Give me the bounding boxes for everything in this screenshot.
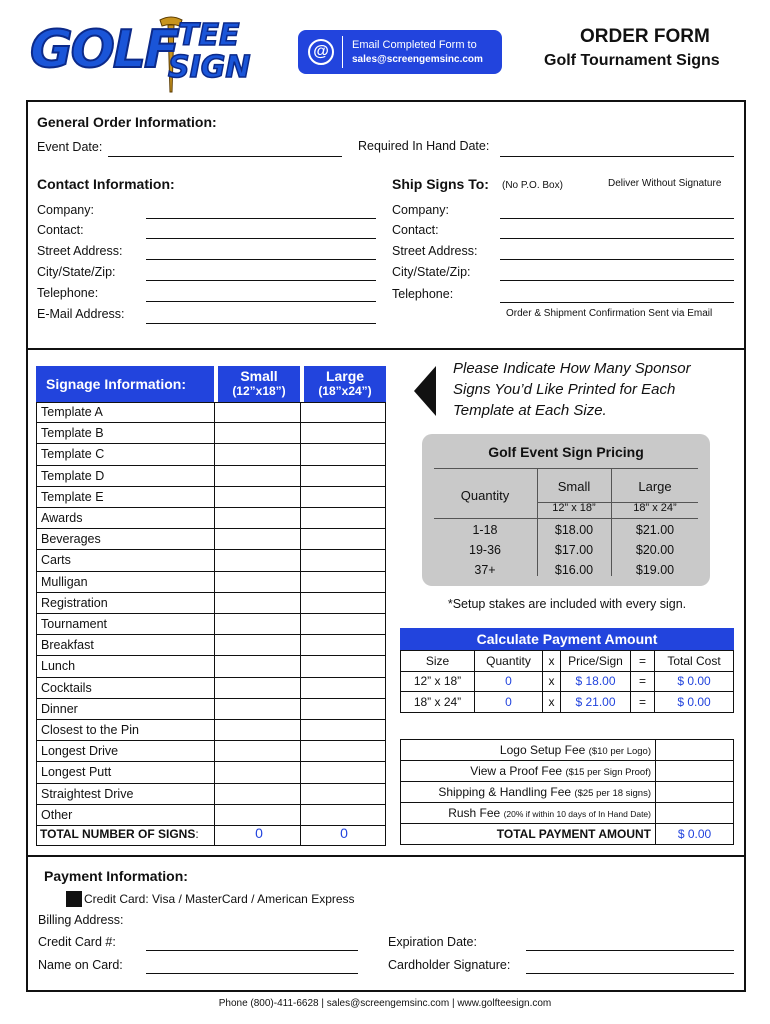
calc-price: $ 18.00	[561, 671, 631, 692]
at-icon: @	[308, 39, 334, 65]
total-payment-value: $ 0.00	[656, 824, 734, 845]
pricing-qty-cell: 37+	[474, 563, 496, 577]
shipping-fee-input[interactable]	[656, 782, 734, 803]
calc-eq: =	[631, 692, 655, 713]
name-on-card-label: Name on Card:	[38, 958, 123, 972]
signage-row-label: Template A	[41, 405, 103, 419]
small-size-header	[218, 366, 300, 402]
divider	[342, 36, 343, 68]
calc-size: 12” x 18”	[401, 671, 475, 692]
grid-line	[214, 402, 215, 846]
contact-company-field[interactable]	[146, 218, 376, 219]
pricing-rule	[434, 468, 698, 469]
pricing-large-cell: $19.00	[635, 563, 675, 577]
large-size-header	[304, 366, 386, 402]
fee-total-row	[401, 824, 734, 845]
calc-row	[401, 692, 734, 713]
calc-header-total: Total Cost	[655, 651, 734, 672]
grid-line	[300, 402, 301, 846]
page-title: ORDER FORM	[580, 26, 710, 47]
large-dimensions: (18”x24”)	[318, 384, 372, 398]
small-label: Small	[240, 368, 278, 384]
fee-row	[401, 761, 734, 782]
ship-company-label: Company:	[392, 203, 449, 217]
deliver-note: Deliver Without Signature	[608, 178, 722, 189]
ship-phone-label: Telephone:	[392, 287, 454, 301]
signage-row-label: Breakfast	[41, 638, 94, 653]
calc-title: Calculate Payment Amount	[400, 628, 734, 650]
proof-fee-label: View a Proof Fee ($15 per Sign Proof)	[401, 761, 656, 782]
pricing-qty-header: Quantity	[460, 488, 510, 503]
contact-street-label: Street Address:	[37, 244, 123, 258]
logo-fee-input[interactable]	[656, 740, 734, 761]
contact-contact-field[interactable]	[146, 238, 376, 239]
contact-city-label: City/State/Zip:	[37, 265, 116, 279]
signage-grid	[36, 402, 386, 846]
signage-row-label: Dinner	[41, 701, 78, 716]
calc-x: x	[543, 671, 561, 692]
calc-qty-input[interactable]: 0	[475, 692, 543, 713]
in-hand-date-field[interactable]	[500, 156, 734, 157]
pricing-large-cell: $21.00	[635, 523, 675, 537]
calc-qty-input[interactable]: 0	[475, 671, 543, 692]
contact-street-field[interactable]	[146, 259, 376, 260]
company-logo	[30, 6, 250, 92]
event-date-label: Event Date:	[37, 140, 103, 154]
pricing-small-cell: $16.00	[554, 563, 594, 577]
general-info-title: General Order Information:	[37, 114, 217, 130]
ship-street-field[interactable]	[500, 259, 734, 260]
ship-company-field[interactable]	[500, 218, 734, 219]
calc-size: 18” x 24”	[401, 692, 475, 713]
instructions-text: Please Indicate How Many Sponsor Signs You’d Like Printed for Each Template at Each Size.	[453, 360, 691, 419]
signage-row-label: Carts	[41, 553, 71, 568]
contact-city-field[interactable]	[146, 280, 376, 281]
calc-row	[401, 671, 734, 692]
in-hand-date-label: Required In Hand Date:	[358, 139, 490, 153]
ship-note: (No P.O. Box)	[502, 180, 563, 191]
contact-contact-label: Contact:	[37, 223, 84, 237]
email-instruction: Email Completed Form to	[352, 39, 477, 51]
stakes-note: *Setup stakes are included with every sign.	[447, 597, 687, 611]
calc-price: $ 21.00	[561, 692, 631, 713]
event-date-field[interactable]	[108, 156, 342, 157]
large-label: Large	[325, 368, 365, 384]
pricing-qty-cell: 19-36	[469, 543, 501, 557]
card-number-label: Credit Card #:	[38, 935, 116, 949]
proof-fee-input[interactable]	[656, 761, 734, 782]
arrow-left-icon	[414, 366, 436, 416]
pricing-small-header: Small	[557, 479, 591, 494]
grid-line	[36, 402, 37, 846]
logo-fee-label: Logo Setup Fee ($10 per Logo)	[401, 740, 656, 761]
calc-total: $ 0.00	[655, 692, 734, 713]
name-on-card-field[interactable]	[146, 973, 358, 974]
pricing-large-cell: $20.00	[635, 543, 675, 557]
ship-contact-field[interactable]	[500, 238, 734, 239]
pricing-small-size: 12” x 18”	[552, 502, 596, 514]
calc-header-x: x	[543, 651, 561, 672]
contact-email-field[interactable]	[146, 323, 376, 324]
ship-street-label: Street Address:	[392, 244, 478, 258]
signage-row-label: Template E	[41, 489, 104, 504]
calc-total: $ 0.00	[655, 671, 734, 692]
shipping-fee-label: Shipping & Handling Fee ($25 per 18 signs)	[401, 782, 656, 803]
section-divider	[26, 855, 746, 857]
fee-row	[401, 740, 734, 761]
total-signs-label: TOTAL NUMBER OF SIGNS:	[40, 827, 199, 841]
pricing-small-cell: $17.00	[554, 543, 594, 557]
signage-row-label: Lunch	[41, 659, 76, 674]
ship-phone-field[interactable]	[500, 302, 734, 303]
total-small-value: 0	[255, 825, 263, 841]
signage-title: Signage Information:	[36, 366, 214, 402]
logo-tee-text: TEE	[178, 18, 240, 53]
calc-x: x	[543, 692, 561, 713]
pricing-small-cell: $18.00	[554, 523, 594, 537]
contact-phone-label: Telephone:	[37, 286, 99, 300]
credit-card-label: Credit Card: Visa / MasterCard / American Express	[84, 892, 355, 906]
signature-label: Cardholder Signature:	[388, 958, 511, 972]
calc-header-eq: =	[631, 651, 655, 672]
calc-header-row	[401, 651, 734, 672]
signage-row-label: Awards	[41, 511, 83, 525]
calc-header-price: Price/Sign	[561, 651, 631, 672]
expiration-field[interactable]	[526, 950, 734, 951]
pricing-large-header: Large	[638, 479, 672, 494]
expiration-label: Expiration Date:	[388, 935, 477, 949]
signage-row-label: Longest Putt	[41, 765, 112, 780]
calc-table	[400, 650, 734, 713]
total-large-value: 0	[340, 825, 348, 841]
rush-fee-input[interactable]	[656, 803, 734, 824]
signage-row-label: Cocktails	[41, 680, 92, 695]
card-number-field[interactable]	[146, 950, 358, 951]
confirmation-note: Order & Shipment Confirmation Sent via Email	[506, 308, 713, 319]
fee-row	[401, 803, 734, 824]
rush-fee-label: Rush Fee (20% if within 10 days of In Hand Date)	[401, 803, 656, 824]
signage-row-label: Template B	[41, 426, 104, 441]
signage-row-label: Registration	[41, 595, 108, 610]
signage-row-label: Other	[41, 807, 73, 822]
logo-golf-text: GOLF	[30, 20, 178, 80]
pricing-rule	[434, 518, 698, 519]
signage-row-label: Longest Drive	[41, 744, 119, 759]
signage-row-label: Template C	[41, 447, 105, 462]
pricing-large-size: 18” x 24”	[633, 502, 677, 514]
signage-row-label: Closest to the Pin	[41, 723, 139, 737]
signage-row-label: Beverages	[41, 532, 101, 547]
pricing-title: Golf Event Sign Pricing	[488, 444, 644, 460]
email-badge[interactable]	[298, 30, 502, 74]
billing-address-label: Billing Address:	[38, 913, 124, 927]
page-subtitle: Golf Tournament Signs	[544, 52, 720, 69]
fee-row	[401, 782, 734, 803]
section-divider	[26, 348, 746, 350]
credit-card-checkbox[interactable]	[66, 891, 82, 907]
signage-row-label: Template D	[41, 468, 105, 483]
ship-contact-label: Contact:	[392, 223, 439, 237]
calc-eq: =	[631, 671, 655, 692]
small-dimensions: (12”x18”)	[232, 384, 286, 398]
ship-city-field[interactable]	[500, 280, 734, 281]
email-address[interactable]: sales@screengemsinc.com	[352, 54, 483, 65]
footer-contact: Phone (800)-411-6628 | sales@screengemsinc.com | www.golfteesign.com	[218, 998, 552, 1009]
pricing-qty-cell: 1-18	[472, 523, 498, 537]
contact-phone-field[interactable]	[146, 301, 376, 302]
fees-table	[400, 739, 734, 845]
ship-city-label: City/State/Zip:	[392, 265, 471, 279]
calc-header-qty: Quantity	[475, 651, 543, 672]
contact-info-title: Contact Information:	[37, 176, 175, 192]
logo-sign-text: SIGN	[168, 50, 251, 85]
signage-row-label: Straightest Drive	[41, 786, 134, 801]
payment-title: Payment Information:	[44, 868, 188, 884]
calc-header-size: Size	[401, 651, 475, 672]
contact-email-label: E-Mail Address:	[37, 307, 125, 321]
ship-to-title: Ship Signs To:	[392, 176, 489, 192]
signage-row-label: Tournament	[41, 617, 108, 631]
signage-row-label: Mulligan	[41, 574, 88, 589]
signature-field[interactable]	[526, 973, 734, 974]
contact-company-label: Company:	[37, 203, 94, 217]
total-payment-label: TOTAL PAYMENT AMOUNT	[401, 824, 656, 845]
